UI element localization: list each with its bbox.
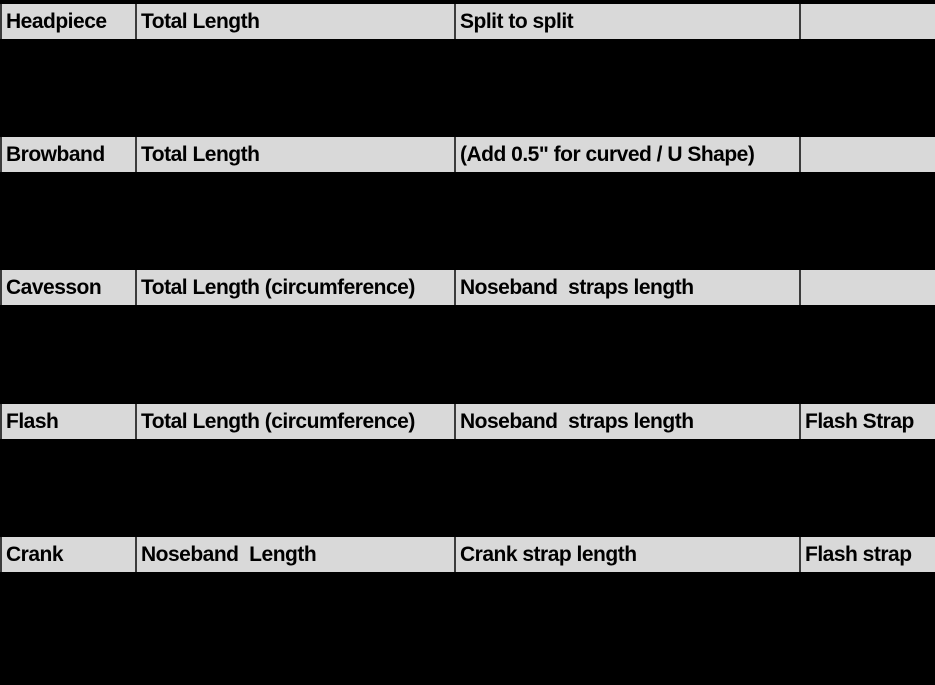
cavesson-empty-header-cell (799, 270, 935, 305)
flash-total-length-header: Total Length (circumference) (135, 404, 454, 439)
cavesson-total-length-header: Total Length (circumference) (135, 270, 454, 305)
headpiece-header-row (0, 4, 935, 39)
flash-header-row (0, 404, 935, 439)
headpiece-total-length-header: Total Length (135, 4, 454, 39)
flash-noseband-straps-header: Noseband straps length (454, 404, 799, 439)
browband-curved-note-header: (Add 0.5" for curved / U Shape) (454, 137, 799, 172)
crank-flash-strap-header: Flash strap (799, 537, 935, 572)
crank-section-label: Crank (0, 537, 135, 572)
headpiece-section-label: Headpiece (0, 4, 135, 39)
cavesson-section-label: Cavesson (0, 270, 135, 305)
browband-header-row (0, 137, 935, 172)
headpiece-empty-header-cell (799, 4, 935, 39)
flash-strap-header: Flash Strap (799, 404, 935, 439)
flash-section-label: Flash (0, 404, 135, 439)
browband-empty-header-cell (799, 137, 935, 172)
crank-header-row (0, 537, 935, 572)
browband-section-label: Browband (0, 137, 135, 172)
crank-noseband-length-header: Noseband Length (135, 537, 454, 572)
cavesson-noseband-straps-header: Noseband straps length (454, 270, 799, 305)
headpiece-split-to-split-header: Split to split (454, 4, 799, 39)
browband-total-length-header: Total Length (135, 137, 454, 172)
cavesson-header-row (0, 270, 935, 305)
crank-strap-length-header: Crank strap length (454, 537, 799, 572)
